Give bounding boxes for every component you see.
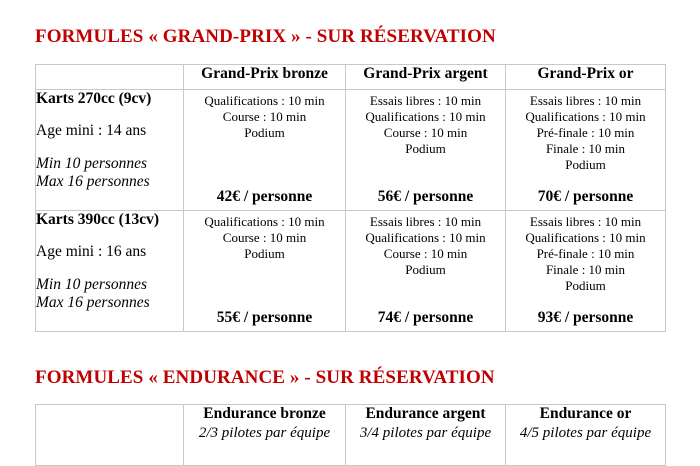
table-header-row	[36, 405, 666, 466]
team-size: 2/3 pilotes par équipe	[198, 425, 331, 441]
minimum-age: Age mini : 16 ans	[36, 243, 147, 260]
offer-cell-bronze	[184, 211, 346, 332]
offer-line: Essais libres : 10 min	[529, 93, 642, 108]
maximum-people: Max 16 personnes	[36, 173, 150, 190]
offer-cell-or	[506, 211, 666, 332]
offer-line: Podium	[405, 262, 446, 277]
column-header-grand-prix-bronze: Grand-Prix bronze	[184, 65, 346, 90]
kart-info-cell	[36, 211, 184, 332]
offer-cell-bronze	[184, 90, 346, 211]
column-header-endurance-argent	[346, 405, 506, 466]
formula-name: Endurance bronze	[203, 405, 326, 422]
offer-price: 74€ / personne	[377, 309, 474, 326]
team-size: 3/4 pilotes par équipe	[359, 425, 492, 441]
offer-line: Finale : 10 min	[545, 141, 626, 156]
offer-line: Qualifications : 10 min	[525, 230, 646, 245]
team-size: 4/5 pilotes par équipe	[519, 425, 652, 441]
minimum-people: Min 10 personnes	[36, 155, 148, 172]
kart-type: Karts 390cc (13cv)	[36, 211, 160, 228]
offer-line: Essais libres : 10 min	[529, 214, 642, 229]
formula-name: Endurance or	[539, 405, 632, 422]
offer-price: 56€ / personne	[377, 188, 474, 205]
offer-line: Course : 10 min	[222, 109, 307, 124]
table-row-karts-390cc	[36, 211, 666, 332]
offer-line: Course : 10 min	[383, 125, 468, 140]
offer-price: 55€ / personne	[216, 309, 313, 326]
table-header-row	[36, 65, 666, 90]
offer-line: Finale : 10 min	[545, 262, 626, 277]
column-header-grand-prix-argent: Grand-Prix argent	[346, 65, 506, 90]
maximum-people: Max 16 personnes	[36, 294, 150, 311]
offer-line: Essais libres : 10 min	[369, 93, 482, 108]
header-blank-cell	[36, 405, 184, 466]
offer-line: Podium	[565, 278, 606, 293]
column-header-endurance-or	[506, 405, 666, 466]
offer-line: Podium	[244, 246, 285, 261]
kart-type: Karts 270cc (9cv)	[36, 90, 152, 107]
offer-cell-argent	[346, 90, 506, 211]
offer-line: Qualifications : 10 min	[525, 109, 646, 124]
offer-line: Podium	[565, 157, 606, 172]
offer-line: Course : 10 min	[222, 230, 307, 245]
endurance-pricing-table	[35, 404, 666, 466]
kart-info-cell	[36, 90, 184, 211]
offer-line: Qualifications : 10 min	[204, 214, 325, 229]
offer-line: Qualifications : 10 min	[204, 93, 325, 108]
header-blank-cell	[36, 65, 184, 90]
offer-line: Pré-finale : 10 min	[536, 125, 635, 140]
offer-line: Podium	[244, 125, 285, 140]
grand-prix-pricing-table	[35, 64, 666, 332]
offer-price: 70€ / personne	[537, 188, 634, 205]
offer-cell-or	[506, 90, 666, 211]
formula-name: Endurance argent	[365, 405, 486, 422]
offer-line: Qualifications : 10 min	[365, 109, 486, 124]
offer-line: Essais libres : 10 min	[369, 214, 482, 229]
offer-price: 93€ / personne	[537, 309, 634, 326]
grand-prix-section-title: FORMULES « GRAND-PRIX » - SUR RÉSERVATION	[35, 26, 496, 47]
endurance-section-title: FORMULES « ENDURANCE » - SUR RÉSERVATION	[35, 367, 495, 388]
offer-line: Podium	[405, 141, 446, 156]
offer-line: Course : 10 min	[383, 246, 468, 261]
column-header-endurance-bronze	[184, 405, 346, 466]
offer-line: Pré-finale : 10 min	[536, 246, 635, 261]
offer-price: 42€ / personne	[216, 188, 313, 205]
offer-line: Qualifications : 10 min	[365, 230, 486, 245]
minimum-people: Min 10 personnes	[36, 276, 148, 293]
minimum-age: Age mini : 14 ans	[36, 122, 147, 139]
table-row-karts-270cc	[36, 90, 666, 211]
column-header-grand-prix-or: Grand-Prix or	[506, 65, 666, 90]
offer-cell-argent	[346, 211, 506, 332]
